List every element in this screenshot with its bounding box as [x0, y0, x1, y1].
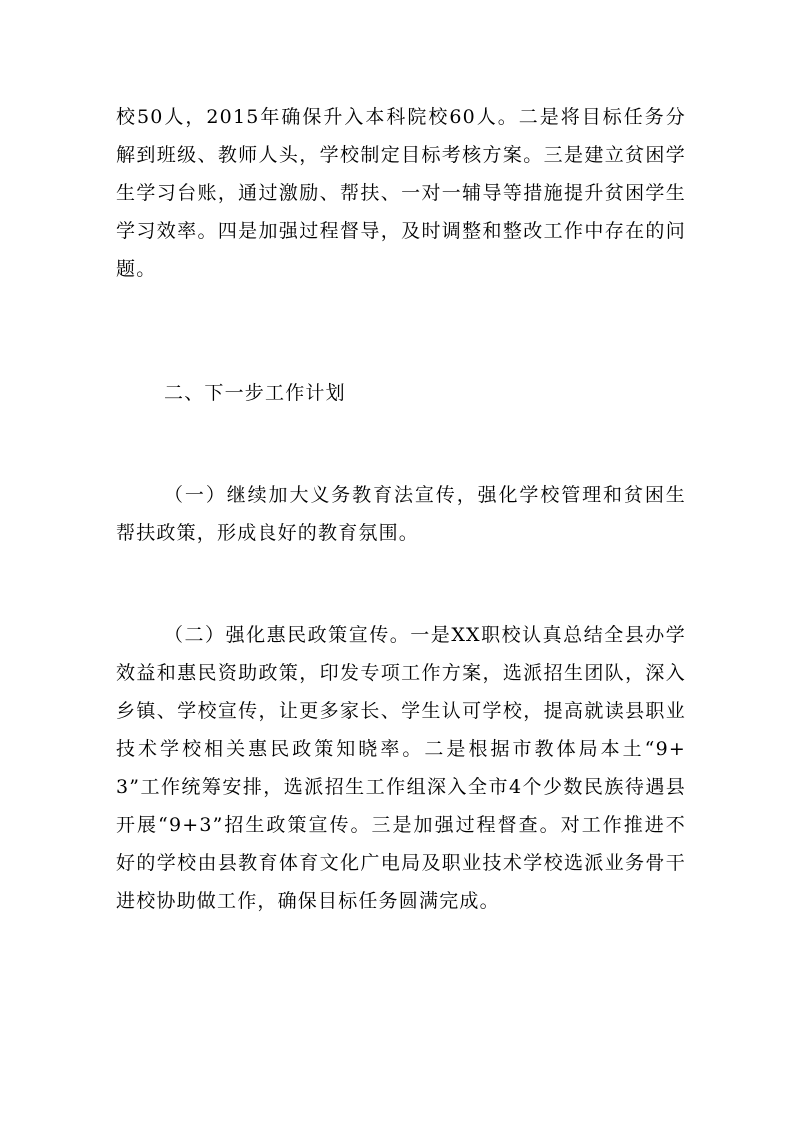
paragraph-plan-item-2: （二）强化惠民政策宣传。一是XX职校认真总结全县办学效益和惠民资助政策，印发专项工作方案，选派招生团队，深入乡镇、学校宣传，让更多家长、学生认可学校，提高就读县职业技术学校相关惠民政策知晓率。二是根据市教体局本土“9+3”工作统筹安排，选派招生工作组深入全市4个少数民族待遇县开展“9+3”招生政策宣传。三是加强过程督查。对工作推进不好的学校由县教育体育文化广电局及职业技术学校选派业务骨干进校协助做工作，确保目标任务圆满完成。 [116, 624, 686, 912]
section-heading-next-plan: 二、下一步工作计划 [164, 382, 346, 404]
paragraph-continuation: 校50人，2015年确保升入本科院校60人。二是将目标任务分解到班级、教师人头，学校制定目标考核方案。三是建立贫困学生学习台账，通过激励、帮扶、一对一辅导等措施提升贫困学生学习效率。四是加强过程督导，及时调整和整改工作中存在的问题。 [116, 106, 686, 280]
paragraph-plan-item-1: （一）继续加大义务教育法宣传，强化学校管理和贫困生帮扶政策，形成良好的教育氛围。 [116, 484, 686, 544]
